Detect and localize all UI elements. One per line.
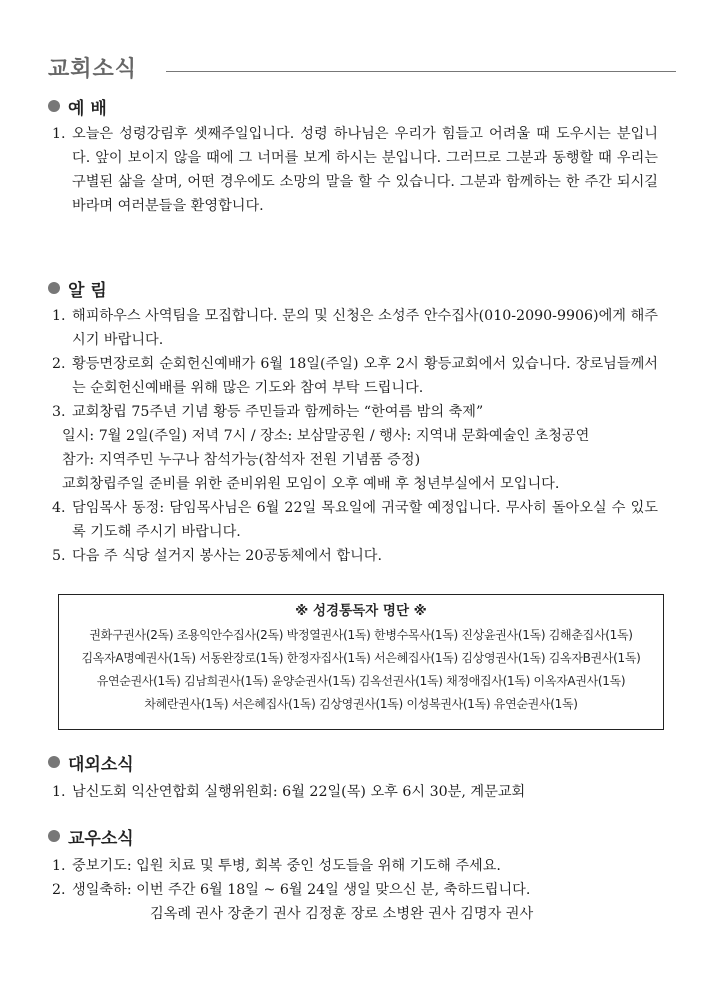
page-title: 교회소식 [48, 57, 138, 82]
item-number: 4. [52, 500, 66, 516]
birthday-names: 김옥례 권사 장춘기 권사 김정훈 장로 소병완 권사 김명자 권사 [150, 906, 534, 922]
item-text: 해피하우스 사역팀을 모집합니다. 문의 및 신청은 소성주 안수집사(010-2090-9906)에게 해주시기 바랍니다. [72, 308, 658, 348]
item-text: 남신도회 익산연합회 실행위원회: 6월 22일(목) 오후 6시 30분, 계문교회 [72, 784, 526, 800]
bullet-icon [48, 100, 60, 112]
item-number: 1. [52, 858, 66, 874]
bible-readers-box [58, 594, 664, 730]
section-title: 알 림 [68, 280, 107, 301]
list-item [48, 400, 658, 424]
item-text: 생일축하: 이번 주간 6월 18일 ~ 6월 24일 생일 맞으신 분, 축하드립니다. [72, 882, 531, 898]
list-item [48, 854, 658, 878]
members-news-section [48, 824, 658, 926]
readers-row: 차혜란권사(1독) 서은혜집사(1독) 김상영권사(1독) 이성복권사(1독) 유연순권사(1독) [144, 697, 578, 711]
item-text: 황등면장로회 순회헌신예배가 6월 18일(주일) 오후 2시 황등교회에서 있습니다. 장로님들께서는 순회헌신예배를 위해 많은 기도와 참여 부탁 드립니다. [72, 356, 658, 396]
notices-section [48, 276, 658, 568]
item-number: 5. [52, 548, 66, 564]
external-news-section [48, 750, 658, 804]
item-text: 중보기도: 입원 치료 및 투병, 회복 중인 성도들을 위해 기도해 주세요. [72, 858, 501, 874]
item-number: 1. [52, 126, 66, 142]
section-title: 교우소식 [68, 828, 134, 849]
section-title: 예 배 [68, 98, 107, 119]
page-header [48, 52, 676, 86]
header-divider [166, 71, 676, 72]
list-item [48, 352, 658, 400]
list-item [48, 544, 658, 568]
bullet-icon [48, 830, 60, 842]
item-number: 1. [52, 308, 66, 324]
worship-section [48, 94, 658, 218]
bullet-icon [48, 282, 60, 294]
readers-row: 권화구권사(2독) 조용익안수집사(2독) 박정열권사(1독) 한병수목사(1독) 진상윤권사(1독) 김해춘집사(1독) [89, 628, 633, 642]
item-text: 교회창립 75주년 기념 황등 주민들과 함께하는 “한여름 밤의 축제” [72, 404, 484, 420]
item-number: 3. [52, 404, 66, 420]
anniversary-committee: 교회창립주일 준비를 위한 준비위원 모임이 오후 예배 후 청년부실에서 모입니다. [62, 476, 560, 492]
item-number: 2. [52, 356, 66, 372]
festival-schedule: 일시: 7월 2일(주일) 저녁 7시 / 장소: 보삼말공원 / 행사: 지역내 문화예술인 초청공연 [62, 428, 590, 444]
festival-participation: 참가: 지역주민 누구나 참석가능(참석자 전원 기념품 증정) [62, 452, 421, 468]
list-item [48, 780, 658, 804]
item-text: 다음 주 식당 설거지 봉사는 20공동체에서 합니다. [72, 548, 383, 564]
readers-row: 유연순권사(1독) 김남희권사(1독) 윤양순권사(1독) 김옥선권사(1독) 채정애집사(1독) 이옥자A권사(1독) [96, 674, 626, 688]
item-number: 1. [52, 784, 66, 800]
list-item [48, 878, 658, 902]
section-title: 대외소식 [68, 754, 134, 775]
item-number: 2. [52, 882, 66, 898]
list-item [48, 122, 658, 218]
readers-row: 김옥자A명예권사(1독) 서동완장로(1독) 한정자집사(1독) 서은혜집사(1독) 김상영권사(1독) 김옥자B권사(1독) [81, 651, 641, 665]
list-item [48, 496, 658, 544]
bullet-icon [48, 756, 60, 768]
box-title: ※ 성경통독자 명단 ※ [295, 603, 427, 619]
item-text: 담임목사 동정: 담임목사님은 6월 22일 목요일에 귀국할 예정입니다. 무사히 돌아오실 수 있도록 기도해 주시기 바랍니다. [72, 500, 658, 540]
list-item [48, 304, 658, 352]
item-text: 오늘은 성령강림후 셋째주일입니다. 성령 하나님은 우리가 힘들고 어려울 때 도우시는 분입니다. 앞이 보이지 않을 때에 그 너머를 보게 하시는 분입니다. 그러므로 그분과 동행할 때 우리는 구별된 삶을 살며, 어떤 경우에도 소망의 말을 할 수 있습니다. 그분과 함께하는 한 주간 되시길 바라며 여러분들을 환영합니다. [72, 126, 658, 214]
